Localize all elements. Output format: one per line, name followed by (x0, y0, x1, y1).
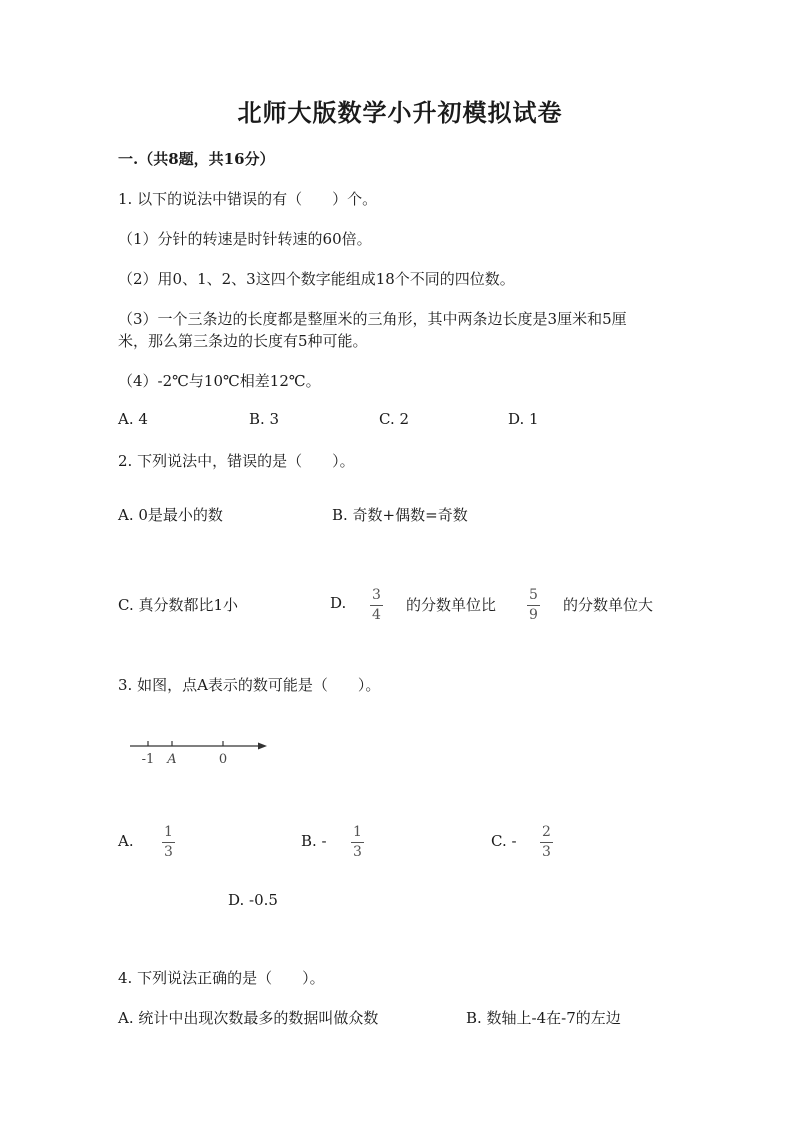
fraction-denominator: 4 (372, 607, 381, 623)
fraction-bar (351, 842, 364, 843)
label-minus-one: -1 (141, 752, 155, 767)
fraction-numerator: 3 (372, 587, 381, 603)
question-3-option-b-label: B. - (301, 832, 327, 850)
question-2-option-d-label: D. (330, 594, 347, 612)
question-4-stem: 4. 下列说法正确的是（ ）。 (118, 969, 325, 987)
question-3-option-d: D. -0.5 (228, 891, 278, 909)
fraction-numerator: 1 (353, 824, 362, 840)
question-1-statement-4: （4）-2℃与10℃相差12℃。 (118, 372, 321, 390)
fraction-numerator: 2 (542, 824, 551, 840)
question-1-statement-3-line-1: （3）一个三条边的长度都是整厘米的三角形，其中两条边长度是3厘米和5厘 (118, 310, 627, 328)
question-1-option-a: A. 4 (118, 410, 148, 428)
fraction-numerator: 1 (164, 824, 173, 840)
fraction-bar (162, 842, 175, 843)
fraction-one-third (162, 824, 175, 860)
question-1-statement-1: （1）分针的转速是时针转速的60倍。 (118, 230, 372, 248)
question-1-statement-3-line-2: 米，那么第三条边的长度有5种可能。 (118, 332, 368, 350)
question-3-stem: 3. 如图，点A表示的数可能是（ ）。 (118, 676, 381, 694)
fraction-five-ninths (527, 587, 540, 623)
question-3-option-c-label: C. - (491, 832, 517, 850)
section-heading: 一.（共8题，共16分） (118, 150, 275, 168)
question-2-option-b: B. 奇数+偶数=奇数 (332, 506, 468, 524)
fraction-denominator: 3 (542, 844, 551, 860)
question-2-stem: 2. 下列说法中，错误的是（ ）。 (118, 452, 355, 470)
fraction-three-fourths (370, 587, 383, 623)
fraction-bar (527, 605, 540, 606)
fraction-numerator: 5 (529, 587, 538, 603)
fraction-denominator: 3 (353, 844, 362, 860)
question-4-option-b: B. 数轴上-4在-7的左边 (466, 1009, 621, 1027)
label-point-a: A (167, 752, 177, 767)
question-2-option-a: A. 0是最小的数 (118, 506, 223, 524)
number-line-arrow (258, 743, 267, 750)
question-1-option-d: D. 1 (508, 410, 539, 428)
fraction-two-thirds (540, 824, 553, 860)
fraction-bar (540, 842, 553, 843)
question-1-option-c: C. 2 (379, 410, 410, 428)
fraction-denominator: 9 (529, 607, 538, 623)
question-2-option-d-end: 的分数单位大 (563, 596, 654, 614)
question-2-option-d-middle: 的分数单位比 (406, 596, 497, 614)
question-1-statement-2: （2）用0、1、2、3这四个数字能组成18个不同的四位数。 (118, 270, 515, 288)
fraction-one-third (351, 824, 364, 860)
fraction-denominator: 3 (164, 844, 173, 860)
label-zero: 0 (218, 752, 228, 767)
number-line-figure (128, 736, 273, 770)
question-3-option-a-label: A. (118, 832, 134, 850)
fraction-bar (370, 605, 383, 606)
question-1-option-b: B. 3 (249, 410, 280, 428)
question-4-option-a: A. 统计中出现次数最多的数据叫做众数 (118, 1009, 379, 1027)
question-2-option-c: C. 真分数都比1小 (118, 596, 239, 614)
question-1-stem: 1. 以下的说法中错误的有（ ）个。 (118, 190, 378, 208)
page-title: 北师大版数学小升初模拟试卷 (237, 98, 563, 127)
